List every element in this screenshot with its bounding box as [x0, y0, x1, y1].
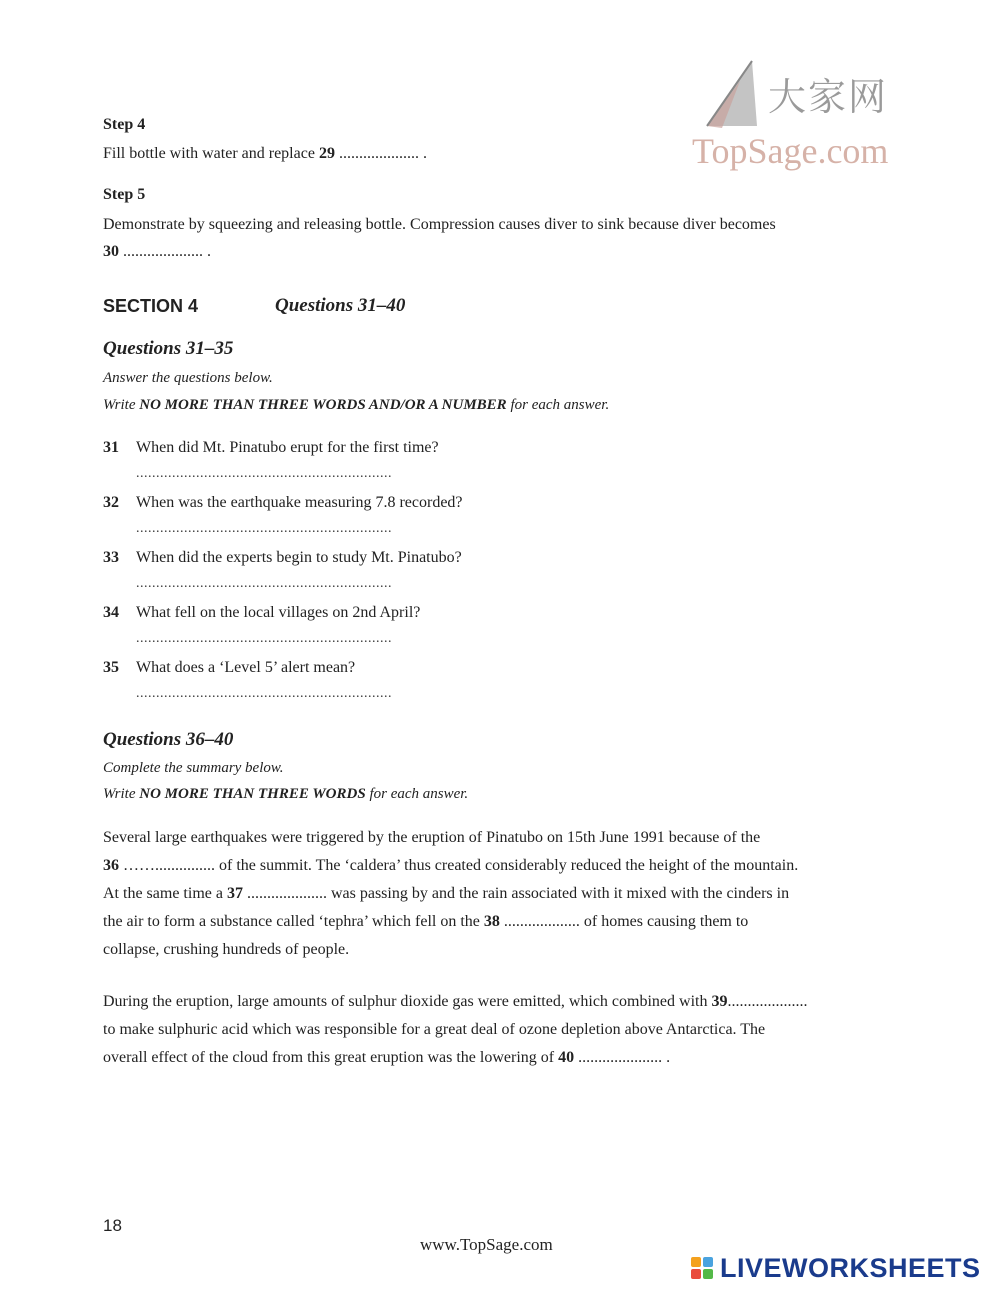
liveworksheets-logo[interactable]: [690, 1250, 981, 1286]
question-35: [103, 659, 355, 677]
answer-line-31[interactable]: ................................................................: [136, 466, 392, 481]
question-number: 38: [483, 913, 500, 930]
summary-line: [103, 908, 885, 936]
section-label: SECTION 4: [103, 296, 199, 316]
question-text: What fell on the local villages on 2nd April?: [136, 604, 421, 621]
question-33: [103, 549, 462, 567]
summary-line: collapse, crushing hundreds of people.: [103, 941, 350, 958]
question-number: 36: [103, 857, 119, 874]
liveworksheets-text: LIVEWORKSHEETS: [720, 1252, 981, 1283]
instruction-bold: NO MORE THAN THREE WORDS AND/OR A NUMBER: [139, 397, 507, 413]
answer-blank-36[interactable]: ……............... of the summit. The ‘caldera’ thus created considerably reduced the height of the mountain.: [119, 857, 799, 874]
part2-instruction2: [103, 786, 468, 803]
question-text: When was the earthquake measuring 7.8 recorded?: [136, 494, 463, 511]
question-number: 31: [103, 439, 119, 456]
triangle-logo-icon: [702, 56, 772, 136]
page-number: 18: [103, 1216, 122, 1235]
summary-line: [103, 1044, 885, 1072]
part1-heading: Questions 31–35: [103, 338, 234, 359]
answer-line-33[interactable]: ................................................................: [136, 576, 392, 591]
summary-paragraph-2: [103, 988, 885, 1072]
part1-instruction1: Answer the questions below.: [103, 370, 273, 386]
instruction-post: for each answer.: [506, 397, 610, 413]
step5-title: Step 5: [103, 186, 146, 203]
step4-text-before: Fill bottle with water and replace: [103, 145, 319, 162]
step5-line2: [103, 238, 211, 266]
summary-line: Several large earthquakes were triggered by the eruption of Pinatubo on 15th June 1991 because of the: [103, 829, 761, 846]
badge-square: [691, 1269, 701, 1279]
answer-blank-39[interactable]: ....................: [727, 993, 808, 1010]
summary-line: [103, 880, 885, 908]
answer-blank-29[interactable]: .................... .: [334, 145, 427, 162]
footer-url: www.TopSage.com: [420, 1235, 553, 1254]
watermark-brand: TopSage.com: [692, 131, 889, 171]
summary-line: to make sulphuric acid which was responsible for a great deal of ozone depletion above Antarctica. The: [103, 1021, 766, 1038]
question-number: 30: [103, 243, 119, 260]
question-text: When did Mt. Pinatubo erupt for the first time?: [136, 439, 439, 456]
instruction-post: for each answer.: [365, 786, 469, 802]
answer-blank-40[interactable]: ..................... .: [574, 1049, 671, 1066]
question-text: When did the experts begin to study Mt. Pinatubo?: [136, 549, 462, 566]
watermark-chinese: 大家网: [768, 75, 889, 119]
answer-line-34[interactable]: ................................................................: [136, 631, 392, 646]
question-number: 39: [711, 993, 728, 1010]
step5-line1: Demonstrate by squeezing and releasing bottle. Compression causes diver to sink because diver becomes: [103, 216, 776, 233]
question-number: 35: [103, 659, 119, 676]
question-31: [103, 439, 439, 457]
question-number: 40: [558, 1049, 575, 1066]
question-32: [103, 494, 463, 512]
badge-square: [691, 1257, 701, 1267]
question-number: 29: [318, 145, 335, 162]
question-text: What does a ‘Level 5’ alert mean?: [136, 659, 356, 676]
summary-text: overall effect of the cloud from this great eruption was the lowering of: [103, 1049, 559, 1066]
answer-blank-37[interactable]: .................... was passing by and the rain associated with it mixed with the cinders in: [242, 885, 790, 902]
step4-title: Step 4: [103, 116, 146, 133]
answer-blank-30[interactable]: .................... .: [119, 243, 211, 260]
question-number: 32: [103, 494, 119, 511]
summary-line: [103, 988, 885, 1016]
part2-instruction1: Complete the summary below.: [103, 760, 284, 776]
section-range: Questions 31–40: [275, 295, 406, 316]
summary-line: [103, 852, 885, 880]
topsage-watermark: [690, 48, 920, 178]
question-number: 37: [226, 885, 243, 902]
part1-instruction2: [103, 397, 609, 414]
summary-text: the air to form a substance called ‘tephra’ which fell on the: [103, 913, 484, 930]
step4-text: [103, 140, 427, 168]
question-number: 34: [103, 604, 119, 621]
liveworksheets-badge-icon: [690, 1256, 716, 1280]
question-34: [103, 604, 420, 622]
summary-text: During the eruption, large amounts of sulphur dioxide gas were emitted, which combined with: [103, 993, 712, 1010]
instruction-pre: Write: [103, 397, 140, 413]
part2-heading: Questions 36–40: [103, 729, 234, 750]
instruction-pre: Write: [103, 786, 140, 802]
question-number: 33: [103, 549, 119, 566]
summary-text: At the same time a: [103, 885, 227, 902]
answer-blank-38[interactable]: ................... of homes causing them to: [499, 913, 749, 930]
badge-square: [703, 1269, 713, 1279]
summary-paragraph-1: [103, 824, 885, 964]
instruction-bold: NO MORE THAN THREE WORDS: [139, 786, 366, 802]
badge-square: [703, 1257, 713, 1267]
answer-line-35[interactable]: ................................................................: [136, 686, 392, 701]
answer-line-32[interactable]: ................................................................: [136, 521, 392, 536]
